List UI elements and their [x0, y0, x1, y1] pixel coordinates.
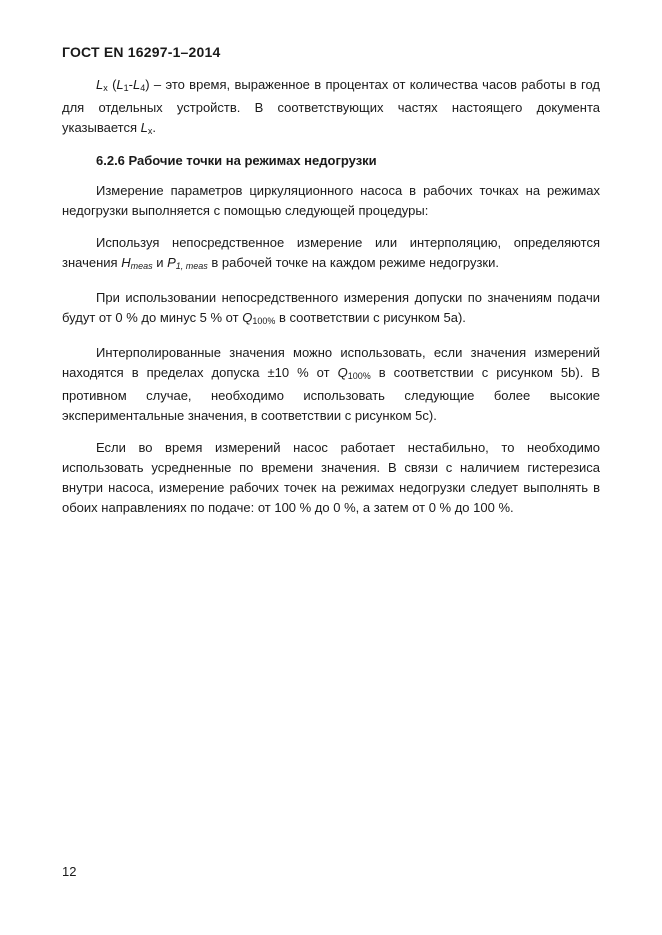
paragraph-text-end: в рабочей точке на каждом режиме недогрузки.: [207, 255, 499, 270]
paragraph-unstable-pump: Если во время измерений насос работает нестабильно, то необходимо использовать усредненные по времени значения. В связи с наличием гистерезиса внутри насоса, измерение рабочих точек на режимах недогрузки следует выполнять в обоих направлениях по подаче: от 100 % до 0 %, а затем от 0 % до 100 %.: [62, 440, 600, 515]
paragraph-text: При использовании непосредственного измерения допуски по значениям подачи будут от 0 % до минус 5 % от: [62, 290, 600, 325]
p-symbol: P: [167, 255, 176, 270]
lx-subscript-end: x: [147, 126, 153, 136]
q-symbol: Q: [242, 310, 253, 325]
document-body: [62, 75, 600, 530]
paren-open: (: [107, 77, 117, 92]
l1-symbol: L: [116, 77, 124, 92]
q-subscript: 100%: [252, 316, 276, 326]
lx-symbol: L: [96, 77, 104, 92]
paragraph-interpolation: [62, 233, 600, 276]
l4-symbol: L: [133, 77, 141, 92]
and-text: и: [152, 255, 168, 270]
l1-subscript: 1: [123, 83, 129, 93]
document-header: ГОСТ EN 16297-1–2014: [62, 44, 221, 60]
paragraph-procedure-intro: Измерение параметров циркуляционного насоса в рабочих точках на режимах недогрузки выполняется с помощью следующей процедуры:: [62, 183, 600, 218]
range-dash: -: [128, 77, 133, 92]
paragraph-text: Используя непосредственное измерение или интерполяцию, определяются значения: [62, 235, 600, 270]
p-subscript: 1, meas: [175, 261, 208, 271]
h-symbol: H: [121, 255, 131, 270]
paragraph-text-end: в соответствии с рисунком 5а).: [275, 310, 466, 325]
l4-subscript: 4: [140, 83, 146, 93]
paragraph-end: .: [152, 120, 156, 135]
paragraph-text-end: в соответствии с рисунком 5b). В противном случае, необходимо использовать следующие более высокие экспериментальные значения, в соответствии с рисунком 5с).: [62, 365, 600, 423]
section-heading: 6.2.6 Рабочие точки на режимах недогрузки: [96, 153, 377, 168]
lx-subscript: x: [103, 83, 108, 93]
paragraph-text: ) – это время, выраженное в процентах от количества часов работы в год для отдельных устройств. В соответствующих частях настоящего документа указывается: [62, 77, 600, 135]
q-subscript: 100%: [347, 371, 371, 381]
page-number: 12: [62, 864, 77, 879]
paragraph-lx-definition: [62, 75, 600, 141]
paragraph-interpolated-values: [62, 343, 600, 426]
q-symbol: Q: [337, 365, 348, 380]
lx-symbol-end: L: [140, 120, 148, 135]
paragraph-direct-measurement: [62, 288, 600, 331]
paragraph-text: Интерполированные значения можно использовать, если значения измерений находятся в пределах допуска ±10 % от: [62, 345, 600, 380]
h-subscript: meas: [130, 261, 153, 271]
